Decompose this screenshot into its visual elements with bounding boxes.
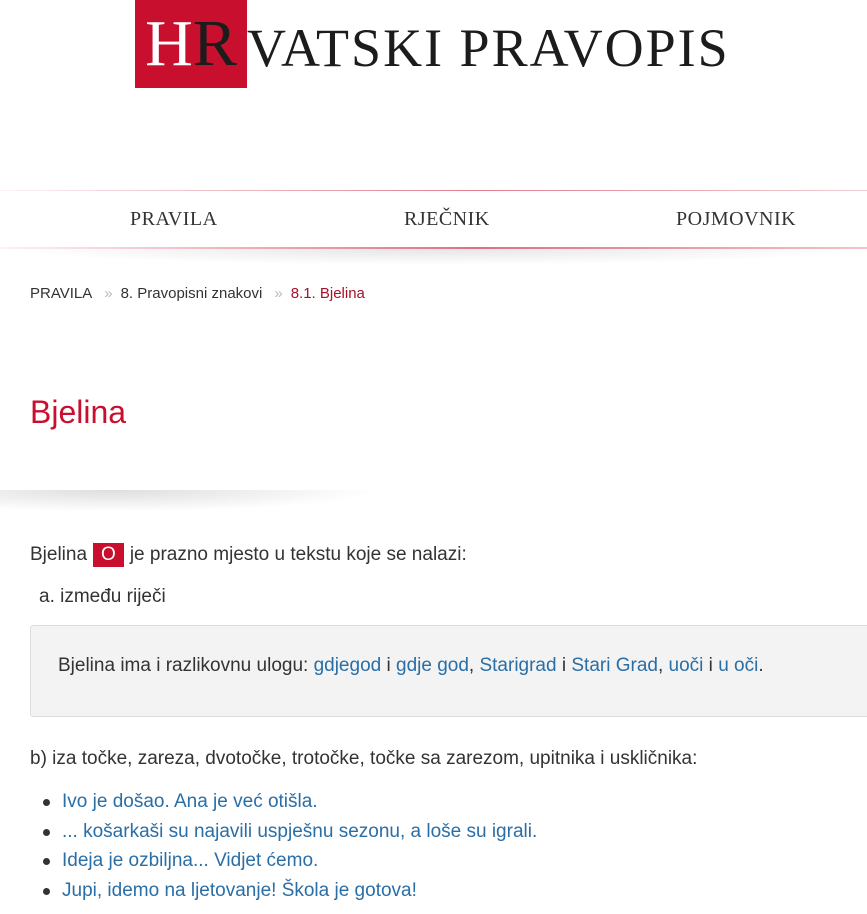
example-link-gdje-god[interactable]: gdje god xyxy=(396,655,469,676)
breadcrumb-separator: » xyxy=(274,285,283,302)
note-join: i xyxy=(708,655,713,676)
rule-item-a: a. između riječi xyxy=(39,586,166,607)
site-logo[interactable] xyxy=(135,0,730,88)
nav-item-pojmovnik[interactable]: POJMOVNIK xyxy=(676,208,797,230)
example-link-starigrad[interactable]: Starigrad xyxy=(479,655,557,676)
breadcrumb-separator: » xyxy=(104,285,113,302)
note-box xyxy=(30,625,867,717)
example-link[interactable]: Jupi, idemo na ljetovanje! Škola je gotova! xyxy=(62,879,417,901)
example-link[interactable]: Ideja je ozbiljna... Vidjet ćemo. xyxy=(62,850,319,871)
note-text xyxy=(58,655,764,677)
nav-item-rjecnik[interactable]: RJEČNIK xyxy=(404,208,490,230)
list-item xyxy=(30,790,537,820)
list-item xyxy=(30,879,537,909)
title-divider-shadow xyxy=(0,490,380,512)
list-item xyxy=(30,849,537,879)
main-nav xyxy=(0,190,867,248)
nav-item-pravila[interactable]: PRAVILA xyxy=(130,208,218,230)
example-link[interactable]: ... košarkaši su najavili uspješnu sezonu, a loše su igrali. xyxy=(62,820,538,842)
logo-letter-h: H xyxy=(145,7,193,80)
breadcrumb-item-pravopisni-znakovi[interactable]: 8. Pravopisni znakovi xyxy=(120,285,263,302)
logo-text: VATSKI PRAVOPIS xyxy=(247,18,730,78)
example-link-gdjegod[interactable]: gdjegod xyxy=(313,655,382,676)
note-join: i xyxy=(386,655,391,676)
rule-item-b: b) iza točke, zareza, dvotočke, trotočke, točke sa zarezom, upitnika i uskličnika: xyxy=(30,748,698,769)
list-item xyxy=(30,820,537,850)
intro-text-before: Bjelina xyxy=(30,544,88,565)
example-list xyxy=(30,790,537,908)
intro-text-after: je prazno mjesto u tekstu koje se nalazi: xyxy=(129,544,467,565)
example-link-u-oci[interactable]: u oči xyxy=(718,655,759,676)
note-join: i xyxy=(561,655,567,676)
space-symbol-badge: O xyxy=(93,543,124,567)
page-title: Bjelina xyxy=(30,394,127,430)
intro-paragraph xyxy=(30,543,467,567)
logo-letter-r: R xyxy=(192,7,237,80)
example-link[interactable]: Ivo je došao. Ana je već otišla. xyxy=(62,791,318,812)
note-comma: , xyxy=(657,655,664,676)
breadcrumb-item-current: 8.1. Bjelina xyxy=(290,285,365,302)
nav-shadow xyxy=(0,249,867,265)
nav-divider-top xyxy=(0,190,867,191)
example-link-stari-grad[interactable]: Stari Grad xyxy=(571,655,658,676)
breadcrumb-item-pravila[interactable]: PRAVILA xyxy=(30,285,93,302)
example-link-uoci[interactable]: uoči xyxy=(668,655,704,676)
note-comma: , xyxy=(468,655,475,676)
note-prefix: Bjelina ima i razlikovnu ulogu: xyxy=(58,655,309,676)
breadcrumb xyxy=(30,285,365,302)
note-end: . xyxy=(758,655,764,676)
logo-mark xyxy=(135,0,247,88)
